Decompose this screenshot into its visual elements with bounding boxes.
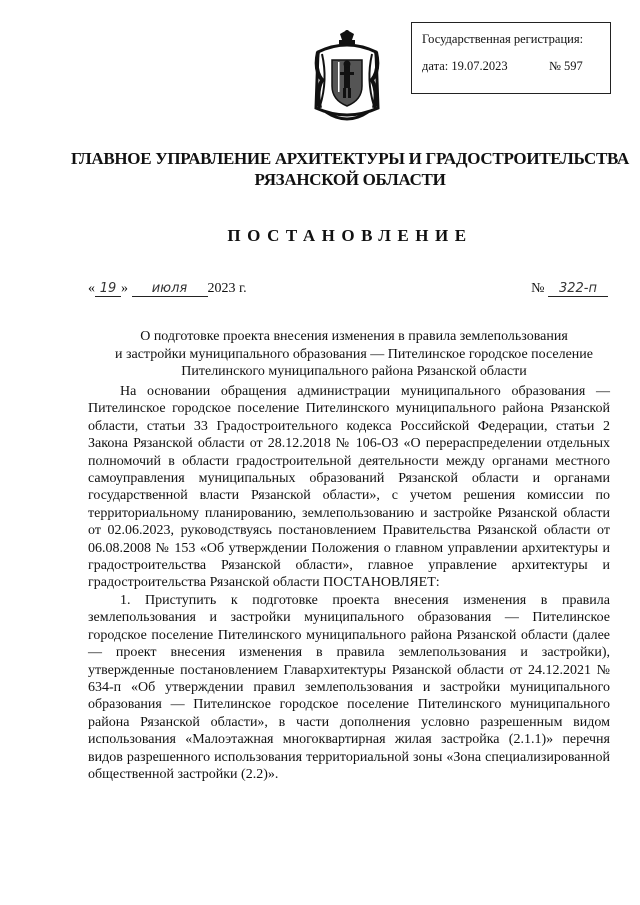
document-type: ПОСТАНОВЛЕНИЕ	[227, 226, 473, 245]
document-number	[531, 281, 608, 297]
organization-line-2: РЯЗАНСКОЙ ОБЛАСТИ	[254, 170, 446, 189]
registration-title: Государственная регистрация:	[422, 32, 584, 46]
document-date	[88, 281, 247, 297]
date-year: 2023 г.	[207, 281, 247, 296]
subject-line-1: О подготовке проекта внесения изменения в правила землепользования	[140, 329, 568, 344]
date-day: 19	[95, 281, 121, 297]
ryazan-coat-of-arms-icon	[312, 30, 382, 130]
organization-line-1: ГЛАВНОЕ УПРАВЛЕНИЕ АРХИТЕКТУРЫ И ГРАДОСТРОИТЕЛЬСТВА	[71, 149, 629, 168]
subject-line-2: и застройки муниципального образования — Пителинское городское поселение	[114, 346, 594, 362]
subject-line-3: Пителинского муниципального района Рязанской области	[181, 364, 527, 379]
date-open-quote: «	[88, 281, 95, 296]
body-paragraph-2: 1. Приступить к подготовке проекта внесения изменения в правила землепользования и застройки муниципального образования — Пителинское городское поселение Пителинского муниципального района Рязанской области (далее — проект внесения изменения в правила землепользования и застройки), утвержденные постановлением Главархитектуры Рязанской области от 24.12.2021 № 634-п «Об утверждении правил землепользования и застройки муниципального образования — Пителинское городское поселение Пителинского муниципального района Рязанской области», в части дополнения условно разрешенным видом использования «Малоэтажная многоквартирная жилая застройка (2.1.1)» перечня видов разрешенного использования территориальной зоны «Зона специализированной общественной застройки (2.2)».	[88, 592, 610, 782]
registration-date: дата: 19.07.2023	[422, 59, 508, 73]
document-subject	[84, 328, 624, 381]
date-close-quote: »	[121, 281, 128, 296]
document-body	[88, 383, 610, 783]
number-value: 322-п	[548, 281, 608, 297]
organization-name	[60, 148, 640, 190]
number-prefix: №	[531, 281, 545, 296]
registration-stamp	[411, 22, 611, 94]
date-month: июля	[132, 281, 208, 297]
body-paragraph-1: На основании обращения администрации муниципального образования — Пителинское городское поселение Пителинского муниципального района Рязанской области, статьи 33 Градостроительного кодекса Российской Федерации, статьи 2 Закона Рязанской области от 28.12.2018 № 106-ОЗ «О перераспределении отдельных полномочий в области градостроительной деятельности между органами местного самоуправления муниципальных образований Рязанской области и органами государственной власти Рязанской области», с учетом решения комиссии по территориальному планированию, землепользованию и застройке Рязанской области от 02.06.2023, руководствуясь постановлением Правительства Рязанской области от 06.08.2008 № 153 «Об утверждении Положения о главном управлении архитектуры и градостроительства Рязанской области», главное управление архитектуры и градостроительства Рязанской области ПОСТАНОВЛЯЕТ:	[88, 384, 610, 591]
registration-number: № 597	[549, 59, 583, 73]
